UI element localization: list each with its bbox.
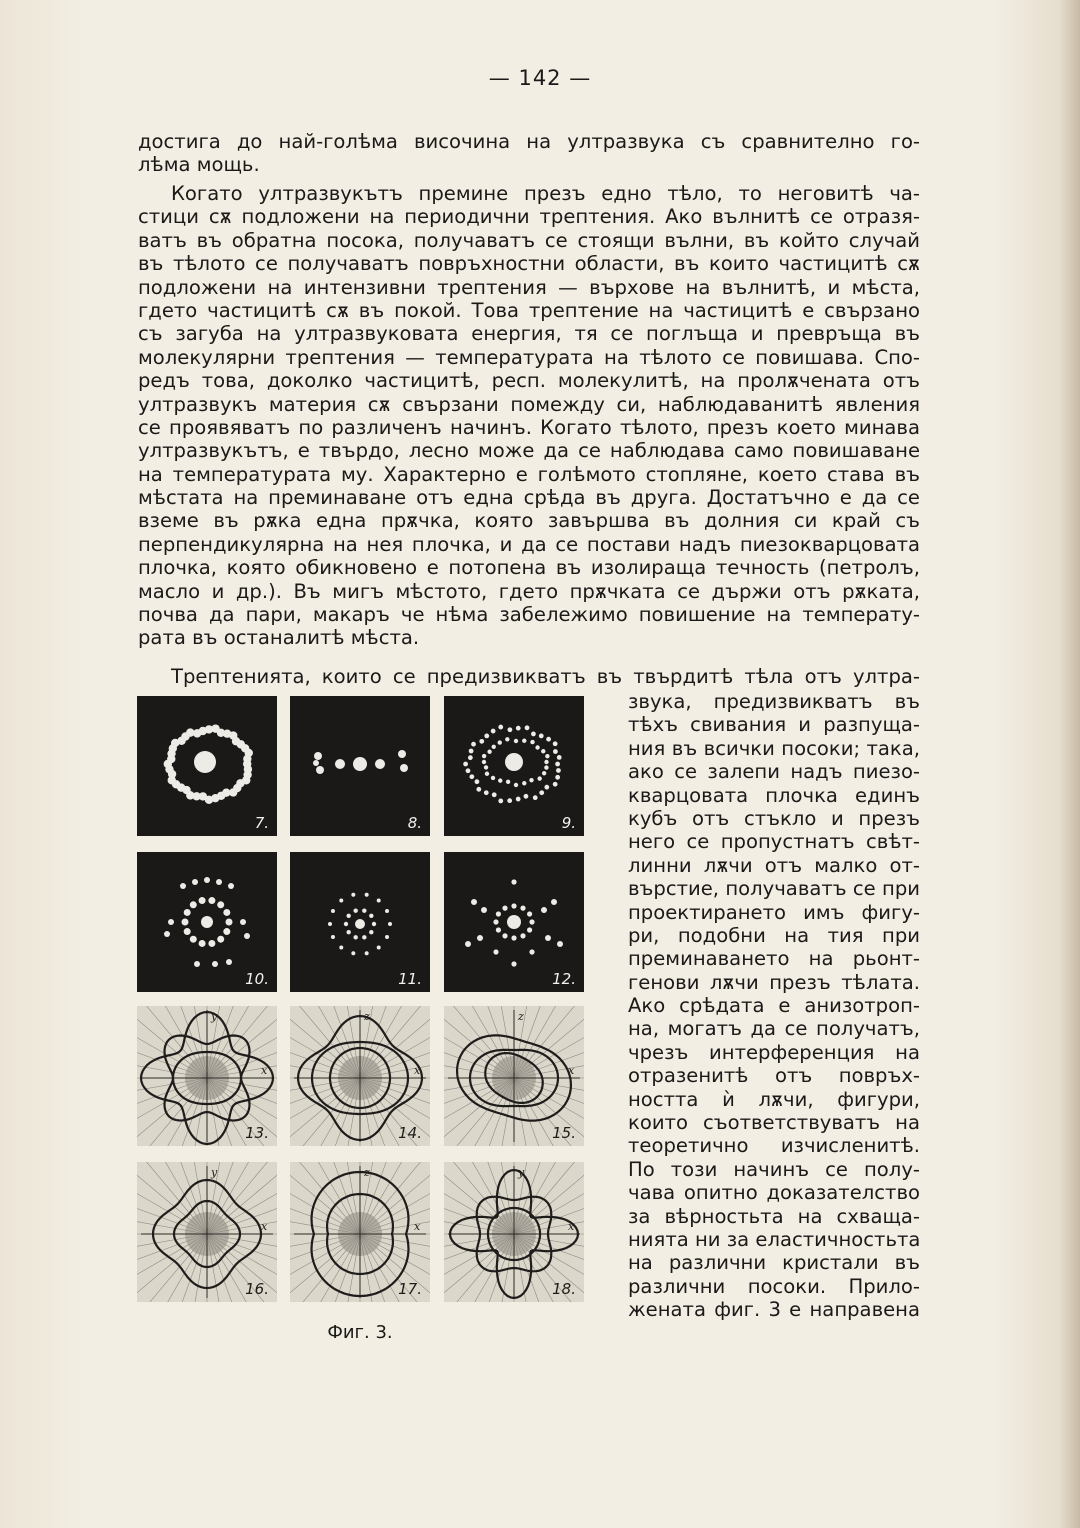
- figure-panel: [444, 852, 584, 992]
- text-line: масло и др.). Въ мигъ мѣстото, гдето прѫчката се държи отъ рѫката,: [138, 579, 920, 603]
- panel-number: 7.: [254, 814, 269, 832]
- text-line: вземе въ рѫка една прѫчка, която завършва въ долния си край съ: [138, 509, 920, 533]
- text-line: ватъ въ обратна посока, получаватъ се стоящи вълни, въ който случай: [138, 228, 920, 252]
- right-column-line: чрезъ интерференция на: [628, 1040, 920, 1064]
- figure-panel: [444, 696, 584, 836]
- text-line: молекулярни трептения — температурата на тѣлото се повишава. Спо-: [138, 345, 920, 369]
- axis-label: y: [211, 1166, 218, 1179]
- axis-label: z: [364, 1010, 370, 1023]
- text-line: мѣстата на преминаване отъ една срѣда въ друга. Достатъчно е да се: [138, 486, 920, 510]
- figure-panel: [444, 1006, 584, 1146]
- panel-number: 10.: [245, 970, 269, 988]
- right-column-line: на, могатъ да се получатъ,: [628, 1017, 920, 1041]
- right-column-line: нията ни за еластичностьта: [628, 1227, 920, 1251]
- text-line: плочка, която обикновено е потопена въ изолираща течность (петролъ,: [138, 556, 920, 580]
- right-column-line: генови лѫчи презъ тѣлата.: [628, 970, 920, 994]
- figure-panel: [137, 1006, 277, 1146]
- figure-panel: [137, 696, 277, 836]
- page-number: — 142 —: [488, 66, 592, 90]
- figure-panel: [137, 852, 277, 992]
- right-column-line: жената фиг. 3 е направена: [628, 1298, 920, 1322]
- figure-panel: [137, 1162, 277, 1302]
- right-column-line: на различни кристали въ: [628, 1251, 920, 1275]
- axis-label: y: [211, 1010, 218, 1023]
- figure-panel: [290, 1006, 430, 1146]
- page-spine-shadow: [1058, 0, 1080, 1528]
- axis-label: x: [568, 1220, 575, 1233]
- paragraph-3-first-line: Трептенията, които се предизвикватъ въ твърдитѣ тѣла отъ ултра-: [171, 665, 920, 688]
- right-column-line: които съответствуватъ на: [628, 1111, 920, 1135]
- text-line: Когато ултразвукътъ премине презъ едно тѣло, то неговитѣ ча-: [171, 182, 920, 205]
- right-column-line: кварцовата плочка единъ: [628, 783, 920, 807]
- text-line: перпендикулярна на нея плочка, и да се постави надъ пиезокварцовата: [138, 532, 920, 556]
- right-column-line: преминаването на рьонт-: [628, 947, 920, 971]
- text-line: на температурата му. Характерно е голѣмото стопляне, което става въ: [138, 462, 920, 486]
- right-column-line: теоретично изчисленитѣ.: [628, 1134, 920, 1158]
- panel-number: 9.: [561, 814, 576, 832]
- figure-caption: Фиг. 3.: [327, 1322, 393, 1343]
- figure-panel: [290, 1162, 430, 1302]
- text-line: въ тѣлото се получаватъ повръхностни области, въ които частицитѣ сѫ: [138, 252, 920, 276]
- panel-number: 15.: [552, 1124, 576, 1142]
- text-line: се проявяватъ по различенъ начинъ. Когато тѣлото, презъ което минава: [138, 415, 920, 439]
- paragraph-3: [138, 665, 920, 688]
- text-line: гдето частицитѣ сѫ въ покой. Това трептение на частицитѣ е свързано: [138, 298, 920, 322]
- panel-number: 12.: [552, 970, 576, 988]
- axis-label: z: [364, 1166, 370, 1179]
- panel-number: 8.: [407, 814, 422, 832]
- panel-number: 14.: [398, 1124, 422, 1142]
- right-column-line: звука, предизвикватъ въ: [628, 690, 920, 713]
- right-column-line: тѣхъ свивания и разпуща-: [628, 713, 920, 737]
- axis-label: z: [518, 1010, 524, 1023]
- text-line: ултразвукътъ, е твърдо, лесно може да се наблюдава само повишаване: [138, 439, 920, 463]
- axis-label: x: [568, 1064, 575, 1077]
- right-column-line: върстие, получаватъ се при: [628, 877, 920, 901]
- panel-number: 13.: [245, 1124, 269, 1142]
- right-column-line: линни лѫчи отъ малко от-: [628, 853, 920, 877]
- right-column-line: кубъ отъ стъкло и презъ: [628, 806, 920, 830]
- panel-number: 11.: [398, 970, 422, 988]
- text-line: подложени на интензивни трептения — върхове на вълнитѣ, и мѣста,: [138, 275, 920, 299]
- text-line: редъ това, доколко частицитѣ, респ. молекулитѣ, на пролѫчената отъ: [138, 369, 920, 393]
- figure-panel: [444, 1162, 584, 1302]
- text-line: достига до най-голѣма височина на ултразвука съ сравнително го-: [138, 130, 920, 153]
- axis-label: x: [414, 1064, 421, 1077]
- paragraph-2: [138, 182, 920, 650]
- right-column-line: ния въ всички посоки; така,: [628, 736, 920, 760]
- right-column-line: ри, подобни на тия при: [628, 923, 920, 947]
- figure-panel: [290, 852, 430, 992]
- figure-panel: [290, 696, 430, 836]
- right-column-line: отразенитѣ отъ повръх-: [628, 1064, 920, 1088]
- text-line: ултразвукъ материя сѫ свързани помежду си, наблюдаванитѣ явления: [138, 392, 920, 416]
- panel-number: 17.: [398, 1280, 422, 1298]
- right-column-line: Ако срѣдата е анизотроп-: [628, 994, 920, 1018]
- right-column-line: проектирането имъ фигу-: [628, 900, 920, 924]
- text-line: рата въ останалитѣ мѣста.: [138, 626, 420, 650]
- axis-label: y: [518, 1166, 525, 1179]
- axis-label: x: [261, 1064, 268, 1077]
- right-column-line: По този начинъ се полу-: [628, 1157, 920, 1181]
- right-column-text: [628, 690, 920, 1322]
- text-line: стици сѫ подложени на периодични трептения. Ако вълнитѣ се отразя-: [138, 205, 920, 229]
- text-line: почва да пари, макаръ че нѣма забележимо повишение на температу-: [138, 603, 920, 627]
- panel-number: 18.: [552, 1280, 576, 1298]
- text-line: съ загуба на ултразвуковата енергия, тя се поглъща и превръща въ: [138, 322, 920, 346]
- right-column-line: за вѣрностьта на схваща-: [628, 1204, 920, 1228]
- right-column-line: него се пропустнатъ свѣт-: [628, 830, 920, 854]
- right-column-line: чава опитно доказателство: [628, 1181, 920, 1205]
- right-column-line: ността ѝ лѫчи, фигури,: [628, 1087, 920, 1111]
- axis-label: x: [414, 1220, 421, 1233]
- right-column-line: ако се залепи надъ пиезо-: [628, 760, 920, 784]
- right-column-line: различни посоки. Прило-: [628, 1274, 920, 1298]
- panel-number: 16.: [245, 1280, 269, 1298]
- text-line: лѣма мощь.: [138, 153, 260, 177]
- figure-3-grid: [132, 694, 588, 1318]
- axis-label: x: [261, 1220, 268, 1233]
- paragraph-1: [138, 130, 920, 177]
